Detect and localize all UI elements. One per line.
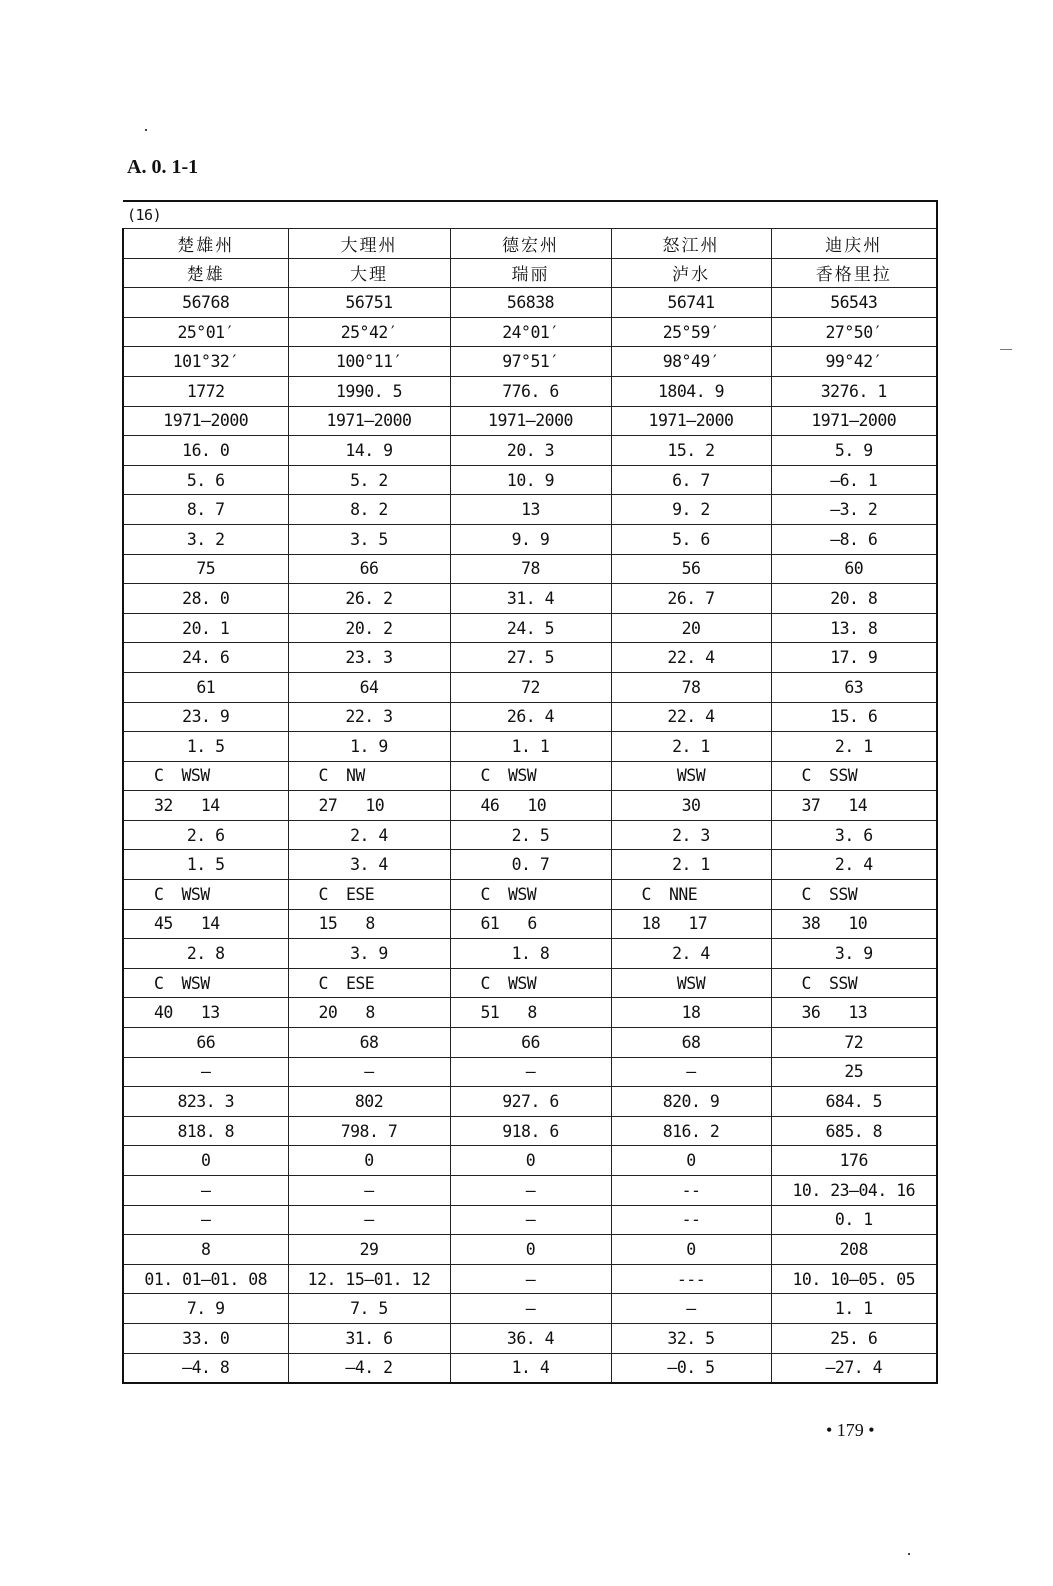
cell-value-b: SSW (828, 766, 858, 786)
table-cell: 33. 0 (123, 1323, 288, 1353)
cell-value-b: 14 (200, 914, 220, 934)
cell-value-b: 13 (200, 1003, 220, 1023)
table-cell: --- (611, 1264, 771, 1294)
table-cell: 9. 9 (450, 524, 611, 554)
table-cell: 15. 2 (611, 436, 771, 466)
table-cell: 101°32′ (123, 347, 288, 377)
table-cell (611, 880, 771, 910)
table-cell: 16. 0 (123, 436, 288, 466)
cell-value-b: 14 (200, 796, 220, 816)
table-row (123, 820, 937, 850)
table-cell: 798. 7 (288, 1116, 450, 1146)
table-cell: 6. 7 (611, 465, 771, 495)
table-row (123, 1087, 937, 1117)
table-cell: 1971—2000 (123, 406, 288, 436)
table-cell: 10. 10—05. 05 (771, 1264, 937, 1294)
table-cell (123, 909, 288, 939)
table-cell: 2. 6 (123, 820, 288, 850)
table-cell: 27. 5 (450, 643, 611, 673)
cell-value-b: WSW (181, 766, 210, 786)
table-row (123, 702, 937, 732)
table-row (123, 791, 937, 821)
table-cell (771, 968, 937, 998)
table-cell: 20. 8 (771, 584, 937, 614)
table-cell (771, 880, 937, 910)
table-row (123, 1235, 937, 1265)
table-row (123, 465, 937, 495)
table-cell: 32. 5 (611, 1323, 771, 1353)
table-cell: — (123, 1057, 288, 1087)
table-cell: 0 (288, 1146, 450, 1176)
table-cell: 816. 2 (611, 1116, 771, 1146)
prefecture-header: 迪庆州 (771, 229, 937, 259)
station-header: 泸水 (611, 258, 771, 288)
table-cell: 1. 1 (771, 1294, 937, 1324)
table-cell: 56838 (450, 288, 611, 318)
cell-value-b: NNE (668, 884, 698, 904)
table-cell: -- (611, 1205, 771, 1235)
cell-value-a: C (154, 884, 164, 904)
table-cell: 820. 9 (611, 1087, 771, 1117)
table-row (123, 968, 937, 998)
table-cell: 2. 4 (611, 939, 771, 969)
cell-value-b: 14 (848, 796, 868, 816)
station-header: 大理 (288, 258, 450, 288)
table-cell: 3. 6 (771, 820, 937, 850)
table-caption: (16) (123, 201, 937, 229)
station-header: 香格里拉 (771, 258, 937, 288)
table-row (123, 1146, 937, 1176)
scan-speck (145, 129, 147, 131)
table-cell: 684. 5 (771, 1087, 937, 1117)
table-cell: 13 (450, 495, 611, 525)
table-cell: 24. 6 (123, 643, 288, 673)
table-cell: 0. 1 (771, 1205, 937, 1235)
table-cell (450, 909, 611, 939)
table-row (123, 850, 937, 880)
cell-value-a: C (801, 884, 811, 904)
scan-speck (1000, 349, 1012, 350)
station-header: 楚雄 (123, 258, 288, 288)
cell-value-a: 45 (154, 914, 173, 934)
table-cell (288, 880, 450, 910)
table-cell: 685. 8 (771, 1116, 937, 1146)
cell-value-a: 40 (154, 1003, 173, 1023)
table-cell: 22. 3 (288, 702, 450, 732)
table-row (123, 347, 937, 377)
table-cell: 7. 5 (288, 1294, 450, 1324)
table-cell: 60 (771, 554, 937, 584)
table-cell: 24. 5 (450, 613, 611, 643)
table-cell (771, 791, 937, 821)
table-cell: 56751 (288, 288, 450, 318)
table-cell (611, 909, 771, 939)
table-cell: 9. 2 (611, 495, 771, 525)
table-cell: 2. 1 (611, 850, 771, 880)
cell-value-a: 38 (801, 914, 821, 934)
table-row (123, 1116, 937, 1146)
cell-value-b: WSW (181, 884, 210, 904)
table-cell: 31. 4 (450, 584, 611, 614)
table-cell: 25 (771, 1057, 937, 1087)
cell-value-a: 61 (480, 914, 500, 934)
table-cell: 208 (771, 1235, 937, 1265)
table-cell: — (450, 1176, 611, 1206)
table-cell (450, 998, 611, 1028)
table-cell: 56741 (611, 288, 771, 318)
cell-value-b: WSW (181, 973, 210, 993)
table-cell: 66 (288, 554, 450, 584)
table-cell: WSW (611, 968, 771, 998)
table-cell: 72 (450, 672, 611, 702)
table-cell: 0 (450, 1146, 611, 1176)
table-cell: 8 (123, 1235, 288, 1265)
table-cell: 68 (288, 1028, 450, 1058)
table-cell: 97°51′ (450, 347, 611, 377)
table-cell: 20. 3 (450, 436, 611, 466)
cell-value-b: SSW (828, 973, 858, 993)
table-cell: 3. 4 (288, 850, 450, 880)
climate-data-table (122, 200, 938, 1384)
table-row (123, 554, 937, 584)
table-cell (288, 968, 450, 998)
cell-value-b: 17 (688, 914, 708, 934)
table-cell: 66 (450, 1028, 611, 1058)
table-cell: 927. 6 (450, 1087, 611, 1117)
cell-value-b: WSW (507, 973, 537, 993)
cell-value-b: 8 (365, 1003, 375, 1023)
table-caption-row (123, 201, 937, 229)
table-cell: 17. 9 (771, 643, 937, 673)
table-cell: 26. 2 (288, 584, 450, 614)
table-cell: 7. 9 (123, 1294, 288, 1324)
table-header-row (123, 229, 937, 259)
cell-value-b: SSW (828, 884, 858, 904)
table-cell: — (450, 1264, 611, 1294)
table-cell: 63 (771, 672, 937, 702)
table-row (123, 909, 937, 939)
table-cell: 98°49′ (611, 347, 771, 377)
table-cell: 8. 2 (288, 495, 450, 525)
prefecture-header: 大理州 (288, 229, 450, 259)
table-cell: 2. 5 (450, 820, 611, 850)
cell-value-a: 27 (318, 796, 338, 816)
table-cell: 3276. 1 (771, 376, 937, 406)
table-header-row (123, 258, 937, 288)
table-cell (123, 761, 288, 791)
prefecture-header: 德宏州 (450, 229, 611, 259)
cell-value-a: 36 (801, 1003, 821, 1023)
table-cell: 78 (450, 554, 611, 584)
table-row (123, 613, 937, 643)
table-cell: 2. 3 (611, 820, 771, 850)
cell-value-a: C (641, 884, 651, 904)
table-row (123, 643, 937, 673)
table-row (123, 1323, 937, 1353)
table-cell (771, 909, 937, 939)
table-cell: 918. 6 (450, 1116, 611, 1146)
table-row (123, 436, 937, 466)
table-cell: 0 (450, 1235, 611, 1265)
cell-value-a: C (154, 766, 164, 786)
table-cell: 176 (771, 1146, 937, 1176)
table-cell: 2. 1 (611, 732, 771, 762)
cell-value-b: 10 (365, 796, 385, 816)
table-cell: 24°01′ (450, 317, 611, 347)
table-cell: — (123, 1205, 288, 1235)
table-cell: 8. 7 (123, 495, 288, 525)
cell-value-b: 8 (527, 1003, 537, 1023)
table-cell: 0 (611, 1146, 771, 1176)
cell-value-a: 32 (154, 796, 173, 816)
cell-value-b: 8 (365, 914, 375, 934)
table-cell: 75 (123, 554, 288, 584)
table-cell: —27. 4 (771, 1353, 937, 1383)
table-cell: — (611, 1294, 771, 1324)
climate-data-table-container (122, 200, 936, 1384)
cell-value-a: C (801, 973, 811, 993)
table-row (123, 1294, 937, 1324)
table-cell: 802 (288, 1087, 450, 1117)
cell-value-a: 46 (480, 796, 500, 816)
cell-value-a: C (801, 766, 811, 786)
table-cell: 14. 9 (288, 436, 450, 466)
table-cell: -- (611, 1176, 771, 1206)
cell-value-a: C (480, 766, 490, 786)
table-cell (288, 791, 450, 821)
table-cell: 1772 (123, 376, 288, 406)
table-cell: 1804. 9 (611, 376, 771, 406)
scan-speck (908, 1553, 910, 1555)
table-cell: 2. 4 (771, 850, 937, 880)
cell-value-a: C (318, 884, 328, 904)
cell-value-b: ESE (345, 884, 375, 904)
table-row (123, 672, 937, 702)
table-cell: 56768 (123, 288, 288, 318)
table-cell: 1. 5 (123, 732, 288, 762)
table-cell: 2. 8 (123, 939, 288, 969)
table-cell: 56 (611, 554, 771, 584)
table-row (123, 495, 937, 525)
table-cell: — (450, 1294, 611, 1324)
table-cell: 26. 7 (611, 584, 771, 614)
section-id: A. 0. 1-1 (127, 156, 199, 178)
table-cell: 3. 9 (771, 939, 937, 969)
table-cell (288, 998, 450, 1028)
cell-value-b: WSW (507, 766, 537, 786)
table-cell: —4. 8 (123, 1353, 288, 1383)
table-cell (123, 968, 288, 998)
table-cell (450, 880, 611, 910)
cell-value-b: ESE (345, 973, 375, 993)
cell-value-b: 10 (848, 914, 868, 934)
table-cell: 99°42′ (771, 347, 937, 377)
table-cell: 1971—2000 (288, 406, 450, 436)
table-cell (450, 968, 611, 998)
table-cell: —0. 5 (611, 1353, 771, 1383)
cell-value-a: C (318, 973, 328, 993)
table-cell (771, 761, 937, 791)
table-cell: —8. 6 (771, 524, 937, 554)
table-cell: 1. 1 (450, 732, 611, 762)
table-cell: 0 (611, 1235, 771, 1265)
table-cell: 56543 (771, 288, 937, 318)
table-cell: 0 (123, 1146, 288, 1176)
table-row (123, 376, 937, 406)
table-cell: 3. 9 (288, 939, 450, 969)
table-cell: 25°01′ (123, 317, 288, 347)
table-cell: —6. 1 (771, 465, 937, 495)
prefecture-header: 怒江州 (611, 229, 771, 259)
table-row (123, 1353, 937, 1383)
table-cell (771, 998, 937, 1028)
table-cell: 68 (611, 1028, 771, 1058)
table-cell: 10. 23—04. 16 (771, 1176, 937, 1206)
table-row (123, 584, 937, 614)
table-cell (123, 998, 288, 1028)
cell-value-a: 15 (318, 914, 338, 934)
cell-value-a: C (480, 973, 490, 993)
table-cell: — (450, 1057, 611, 1087)
table-cell: 1990. 5 (288, 376, 450, 406)
table-cell: — (611, 1057, 771, 1087)
table-cell: 1971—2000 (611, 406, 771, 436)
table-cell: 01. 01—01. 08 (123, 1264, 288, 1294)
table-cell: — (288, 1205, 450, 1235)
table-row (123, 732, 937, 762)
table-cell: 5. 9 (771, 436, 937, 466)
table-cell: 1. 5 (123, 850, 288, 880)
table-row (123, 761, 937, 791)
table-cell: 61 (123, 672, 288, 702)
table-cell: 10. 9 (450, 465, 611, 495)
table-cell: 1971—2000 (450, 406, 611, 436)
table-cell: 26. 4 (450, 702, 611, 732)
table-cell: 5. 6 (611, 524, 771, 554)
table-cell: 15. 6 (771, 702, 937, 732)
table-row (123, 406, 937, 436)
table-row (123, 288, 937, 318)
table-cell: —4. 2 (288, 1353, 450, 1383)
table-cell: 31. 6 (288, 1323, 450, 1353)
table-cell: 23. 9 (123, 702, 288, 732)
table-row (123, 524, 937, 554)
table-cell: — (123, 1176, 288, 1206)
table-cell: 3. 2 (123, 524, 288, 554)
table-cell: WSW (611, 761, 771, 791)
table-cell: 1. 9 (288, 732, 450, 762)
table-cell: 0. 7 (450, 850, 611, 880)
table-cell: 5. 2 (288, 465, 450, 495)
table-cell: 3. 5 (288, 524, 450, 554)
cell-value-b: NW (345, 766, 365, 786)
table-cell: 36. 4 (450, 1323, 611, 1353)
table-cell: 823. 3 (123, 1087, 288, 1117)
table-cell (450, 761, 611, 791)
table-cell: — (450, 1205, 611, 1235)
table-cell: 100°11′ (288, 347, 450, 377)
table-cell: 27°50′ (771, 317, 937, 347)
cell-value-b: WSW (507, 884, 537, 904)
table-row (123, 1205, 937, 1235)
table-row (123, 998, 937, 1028)
table-cell: 23. 3 (288, 643, 450, 673)
table-cell: 29 (288, 1235, 450, 1265)
table-cell (123, 880, 288, 910)
table-cell: — (288, 1176, 450, 1206)
table-cell: 1971—2000 (771, 406, 937, 436)
table-row (123, 1264, 937, 1294)
table-cell: 22. 4 (611, 643, 771, 673)
table-cell: 5. 6 (123, 465, 288, 495)
table-row (123, 880, 937, 910)
table-row (123, 939, 937, 969)
cell-value-a: 51 (480, 1003, 500, 1023)
table-cell: 20 (611, 613, 771, 643)
table-cell (288, 761, 450, 791)
page-number: • 179 • (826, 1420, 875, 1440)
cell-value-a: 37 (801, 796, 821, 816)
table-cell: 64 (288, 672, 450, 702)
table-row (123, 1057, 937, 1087)
table-cell: 20. 1 (123, 613, 288, 643)
table-cell: 25°59′ (611, 317, 771, 347)
table-cell (123, 791, 288, 821)
table-cell: 13. 8 (771, 613, 937, 643)
table-cell: 25°42′ (288, 317, 450, 347)
table-cell: 66 (123, 1028, 288, 1058)
table-cell (288, 909, 450, 939)
cell-value-a: C (154, 973, 164, 993)
table-row (123, 1176, 937, 1206)
table-cell: 2. 1 (771, 732, 937, 762)
table-cell: 818. 8 (123, 1116, 288, 1146)
table-cell: 78 (611, 672, 771, 702)
table-row (123, 317, 937, 347)
cell-value-a: C (318, 766, 328, 786)
table-cell: 12. 15—01. 12 (288, 1264, 450, 1294)
cell-value-a: C (480, 884, 490, 904)
table-cell: 30 (611, 791, 771, 821)
table-cell: 1. 8 (450, 939, 611, 969)
table-cell: 72 (771, 1028, 937, 1058)
cell-value-b: 13 (848, 1003, 868, 1023)
table-cell: 20. 2 (288, 613, 450, 643)
prefecture-header: 楚雄州 (123, 229, 288, 259)
station-header: 瑞丽 (450, 258, 611, 288)
cell-value-a: 18 (641, 914, 661, 934)
cell-value-b: 6 (527, 914, 537, 934)
cell-value-b: 10 (527, 796, 547, 816)
table-cell (450, 791, 611, 821)
table-cell: 776. 6 (450, 376, 611, 406)
table-cell: 28. 0 (123, 584, 288, 614)
table-cell: —3. 2 (771, 495, 937, 525)
table-cell: — (288, 1057, 450, 1087)
table-row (123, 1028, 937, 1058)
table-cell: 1. 4 (450, 1353, 611, 1383)
table-cell: 2. 4 (288, 820, 450, 850)
cell-value-a: 20 (318, 1003, 338, 1023)
table-cell: 25. 6 (771, 1323, 937, 1353)
table-cell: 22. 4 (611, 702, 771, 732)
table-cell: 18 (611, 998, 771, 1028)
